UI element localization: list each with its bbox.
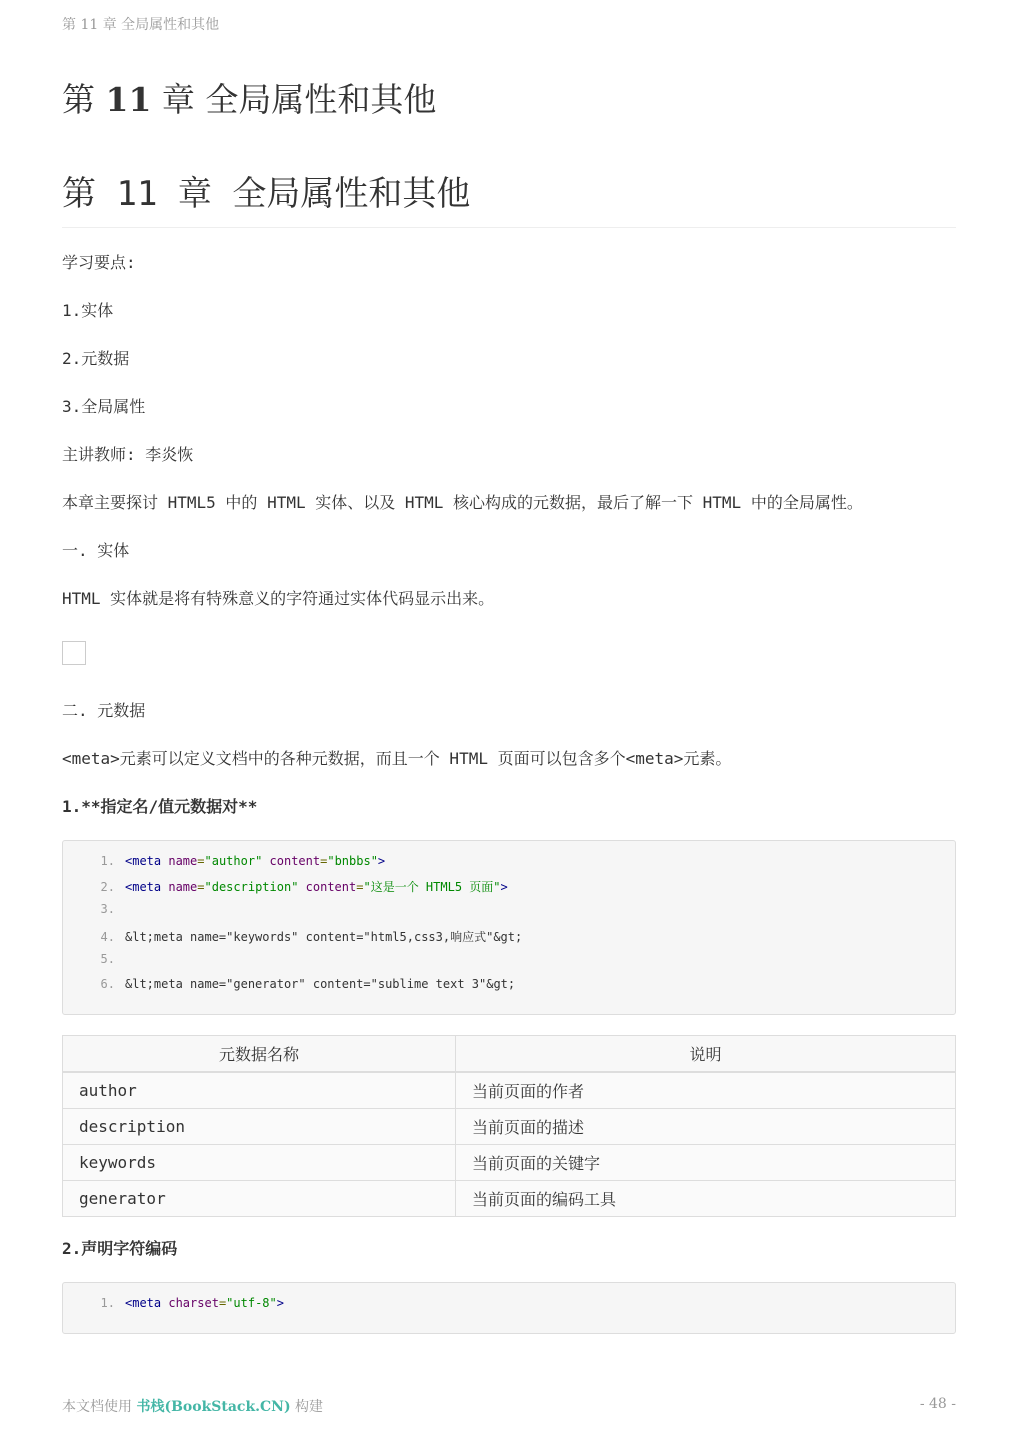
table-cell-name: generator <box>63 1181 456 1217</box>
line-number: 6. <box>100 977 115 991</box>
bookstack-link[interactable]: 书栈(BookStack.CN) <box>136 1399 291 1415</box>
code-tag-end: > <box>377 854 386 868</box>
code-line <box>63 977 515 995</box>
key-point-item-2: 2.元数据 <box>62 349 130 368</box>
code-block-charset <box>62 1282 956 1334</box>
code-block-meta-names <box>62 840 956 1015</box>
table-cell-description: 当前页面的作者 <box>456 1072 956 1109</box>
code-tag-end: > <box>500 880 508 894</box>
line-number: 5. <box>100 952 115 966</box>
meta-description: <meta>元素可以定义文档中的各种元数据，而且一个 HTML 页面可以包含多个<meta>元素。 <box>62 749 732 768</box>
table-cell-name: description <box>63 1109 456 1145</box>
line-number: 1. <box>100 1296 115 1310</box>
code-tag: <meta <box>125 854 162 868</box>
code-text: &lt;meta name="generator" content="sublime text 3"&gt; <box>125 977 516 991</box>
intro-paragraph: 本章主要探讨 HTML5 中的 HTML 实体、以及 HTML 核心构成的元数据，最后了解一下 HTML 中的全局属性。 <box>62 493 863 512</box>
table-cell-name: author <box>63 1072 456 1109</box>
table-header-description: 说明 <box>456 1036 956 1073</box>
footer-prefix: 本文档使用 <box>62 1399 137 1415</box>
code-attr-name: charset <box>168 1296 219 1310</box>
teacher-line: 主讲教师: 李炎恢 <box>62 445 194 464</box>
broken-image-icon <box>62 641 86 665</box>
entity-description: HTML 实体就是将有特殊意义的字符通过实体代码显示出来。 <box>62 589 495 608</box>
line-number: 2. <box>100 880 115 894</box>
subheading-charset: 2.声明字符编码 <box>62 1239 178 1258</box>
section-title: 第 11 章 全局属性和其他 <box>62 166 956 228</box>
code-line: 1. <meta charset="utf-8"> <box>63 1296 284 1314</box>
chapter-title-prefix: 第 <box>62 80 106 119</box>
chapter-title-number: 11 <box>105 80 152 119</box>
table-row <box>63 1181 956 1217</box>
entity-heading: 一. 实体 <box>62 541 130 560</box>
subheading-name-value: 1.**指定名/值元数据对** <box>62 797 258 816</box>
code-line: 1. <meta name="author" content="bnbbs"> <box>63 854 385 872</box>
meta-table <box>62 1035 956 1217</box>
key-point-item-1: 1.实体 <box>62 301 114 320</box>
code-attr-name: name <box>168 854 198 868</box>
table-cell-description: 当前页面的编码工具 <box>456 1181 956 1217</box>
chapter-title-suffix: 章 全局属性和其他 <box>151 80 437 119</box>
footer-credit <box>62 1396 323 1416</box>
meta-heading: 二. 元数据 <box>62 701 146 720</box>
table-row <box>63 1109 956 1145</box>
code-attr-value: "bnbbs" <box>327 854 378 868</box>
table-cell-name: keywords <box>63 1145 456 1181</box>
line-number: 4. <box>100 930 115 944</box>
code-attr-name: content <box>269 854 321 868</box>
code-line: 2. <meta name="description" content="这是一个 HTML5 页面"> <box>63 878 508 896</box>
code-attr-name: content <box>305 880 357 894</box>
code-line <box>63 952 125 970</box>
table-header-name: 元数据名称 <box>63 1036 456 1073</box>
footer-suffix: 构建 <box>290 1399 324 1415</box>
code-attr-value: "utf-8" <box>226 1296 277 1310</box>
code-tag-end: > <box>276 1296 284 1310</box>
code-attr-value: "description" <box>204 880 299 894</box>
code-line <box>63 902 125 920</box>
chapter-title <box>62 74 436 121</box>
code-tag: <meta <box>125 1296 162 1310</box>
table-row <box>63 1072 956 1109</box>
key-point-item-3: 3.全局属性 <box>62 397 146 416</box>
page-number: - 48 - <box>919 1396 956 1412</box>
code-text: &lt;meta name="keywords" content="html5,css3,响应式"&gt; <box>125 930 523 944</box>
code-attr-value: "这是一个 HTML5 页面" <box>363 880 501 894</box>
code-tag: <meta <box>125 880 162 894</box>
code-attr-name: name <box>168 880 198 894</box>
line-number: 1. <box>100 854 115 868</box>
table-header-row <box>63 1036 956 1073</box>
table-row <box>63 1145 956 1181</box>
running-header: 第 11 章 全局属性和其他 <box>62 17 220 33</box>
table-cell-description: 当前页面的关键字 <box>456 1145 956 1181</box>
code-line <box>63 928 522 946</box>
line-number: 3. <box>100 902 115 916</box>
code-attr-value: "author" <box>204 854 263 868</box>
key-points-label: 学习要点: <box>62 253 136 272</box>
table-cell-description: 当前页面的描述 <box>456 1109 956 1145</box>
